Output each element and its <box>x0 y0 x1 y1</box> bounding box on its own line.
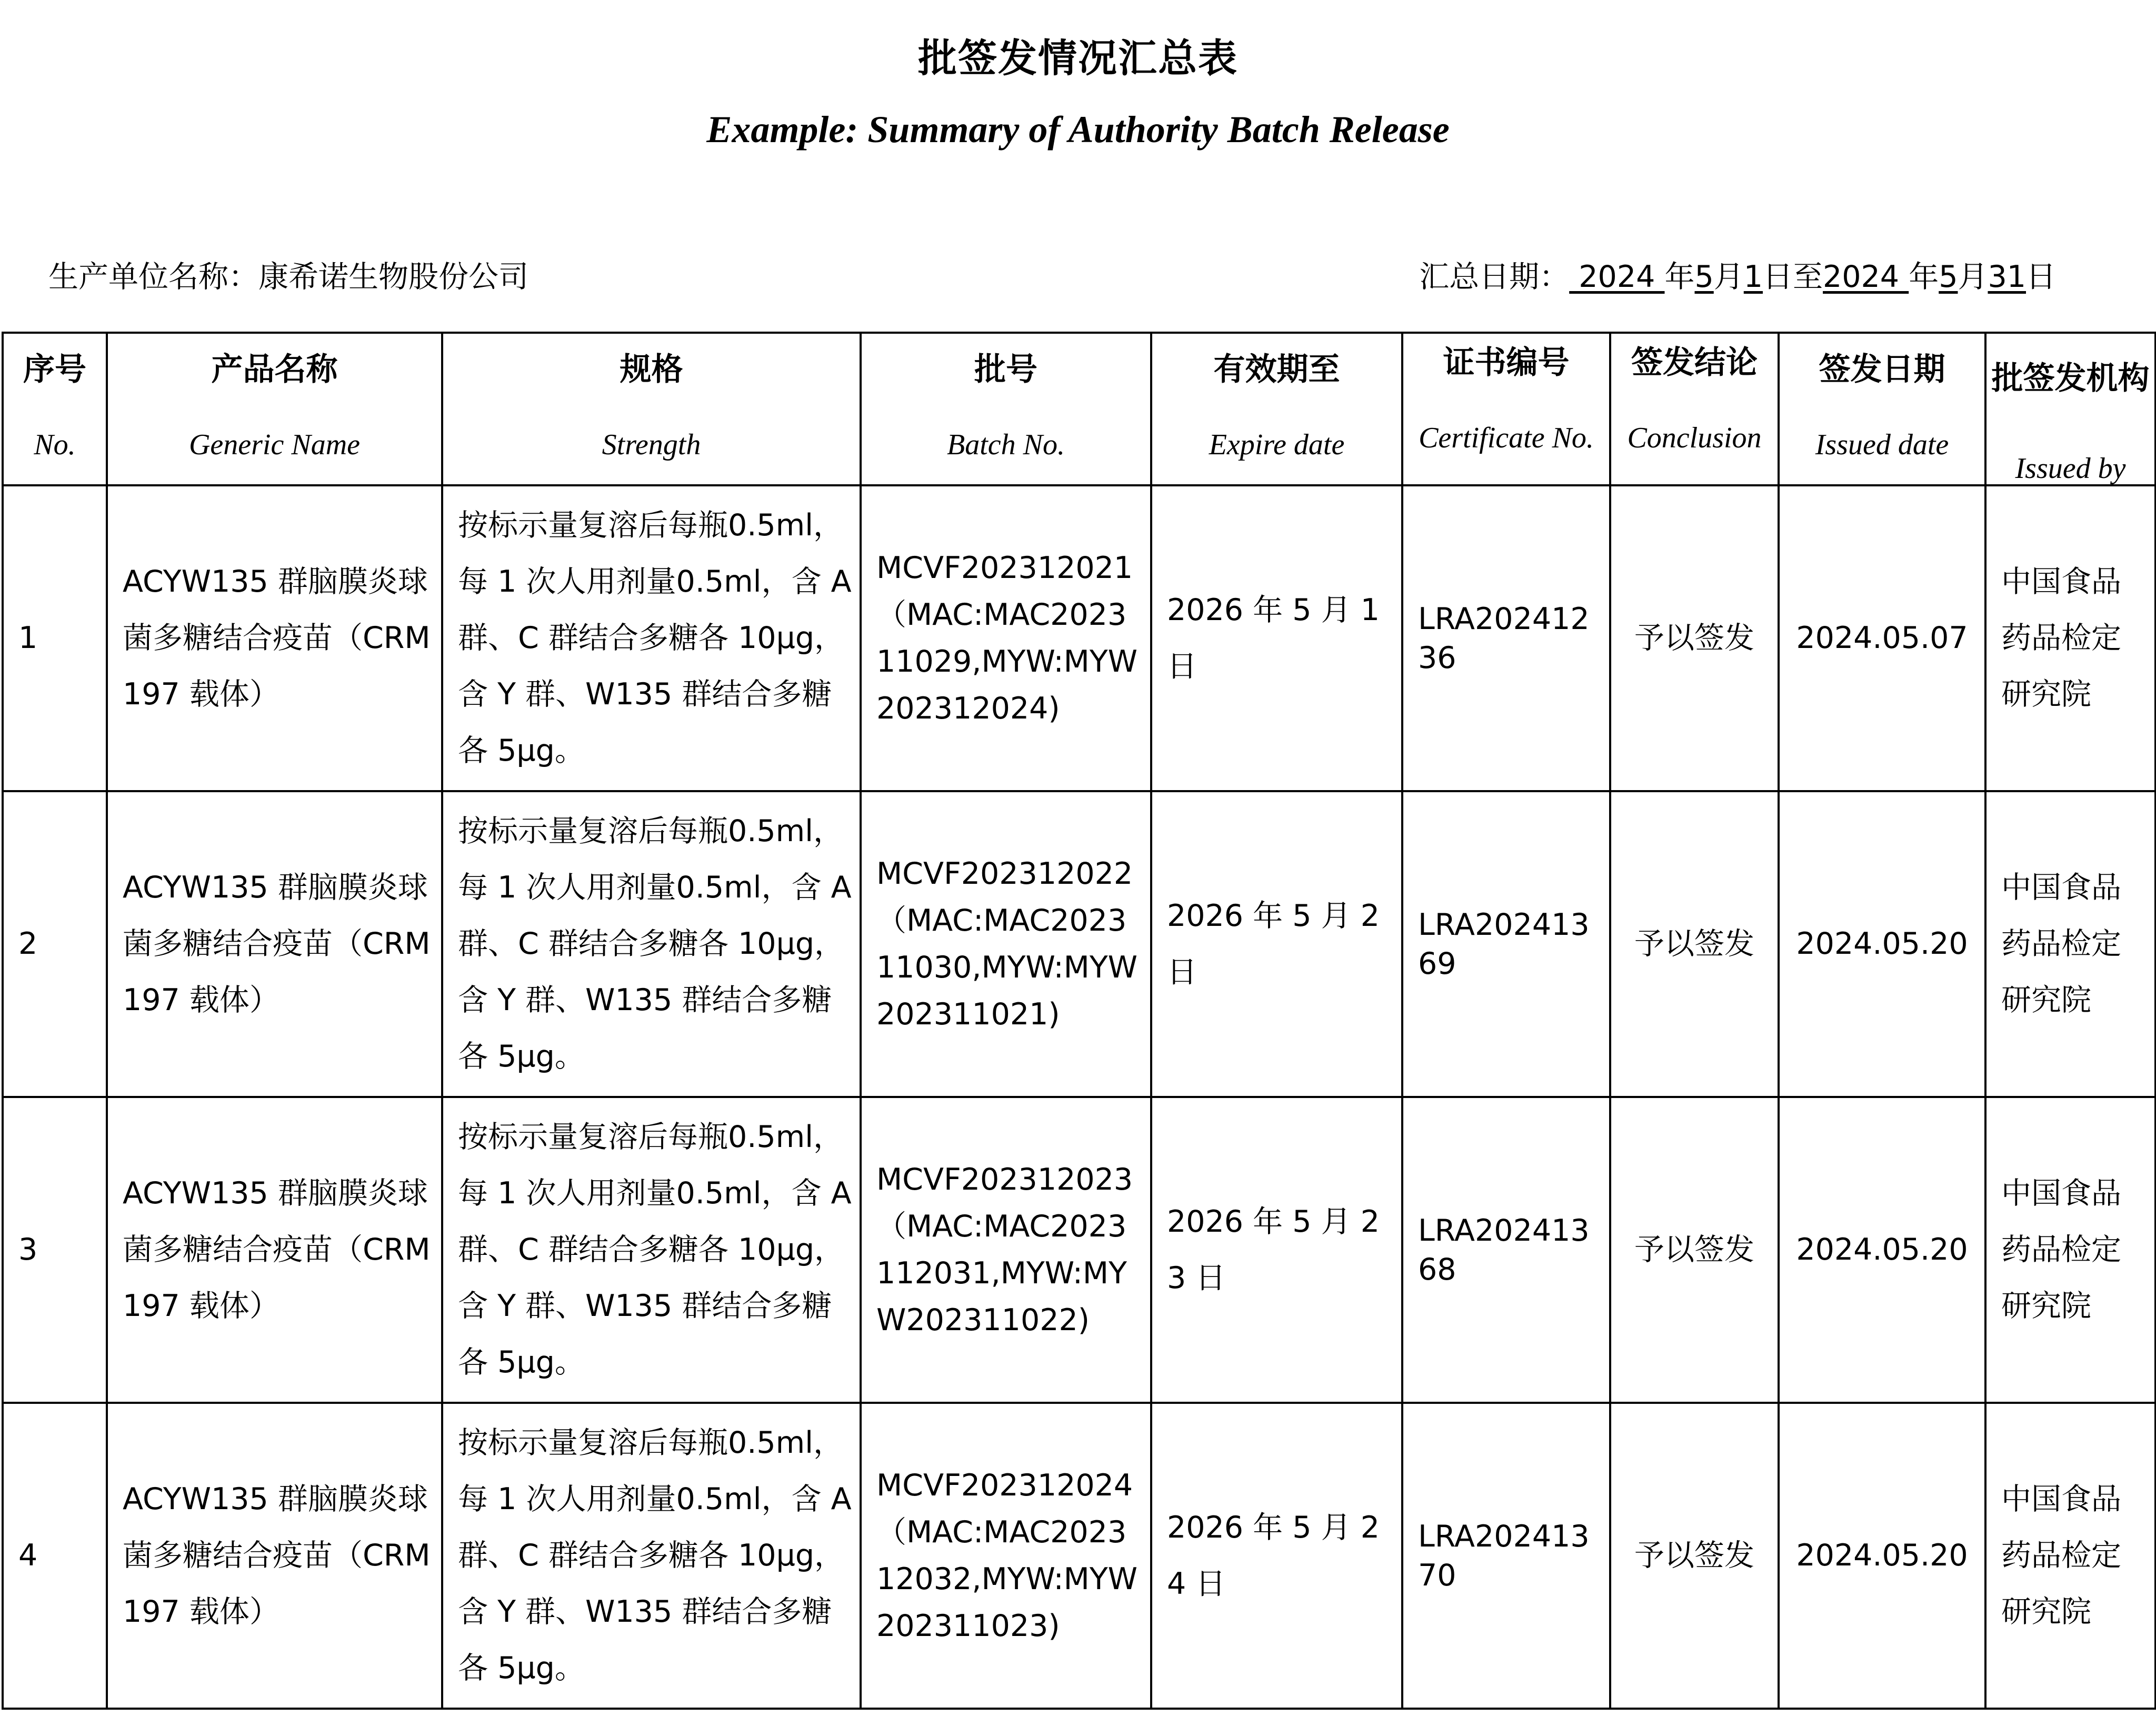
manufacturer-name: 康希诺生物股份公司 <box>258 260 528 294</box>
cell-issued-date: 2024.05.20 <box>1779 1097 1985 1403</box>
header-expire-cn: 有效期至 <box>1213 351 1340 388</box>
cell-conclusion: 予以签发 <box>1610 791 1779 1097</box>
cell-conclusion: 予以签发 <box>1610 485 1779 791</box>
cell-batch: MCVF202312023（MAC:MAC2023112031,MYW:MYW202311022) <box>861 1097 1151 1403</box>
cell-conclusion: 予以签发 <box>1610 1097 1779 1403</box>
cell-name: ACYW135 群脑膜炎球菌多糖结合疫苗（CRM197 载体） <box>107 1403 442 1709</box>
header-certificate-cn: 证书编号 <box>1443 344 1570 381</box>
header-conclusion-cn: 签发结论 <box>1631 344 1758 381</box>
cell-no: 1 <box>3 485 107 791</box>
header-name-cn: 产品名称 <box>211 351 338 388</box>
summary-date-line <box>1419 253 2056 296</box>
cell-expire: 2026 年 5 月 2 日 <box>1151 791 1402 1097</box>
header-certificate-en: Certificate No. <box>1419 422 1594 454</box>
end-day-char: 日 <box>2026 260 2056 294</box>
header-issued-date-cn: 签发日期 <box>1819 351 1945 388</box>
cell-certificate: LRA20241369 <box>1402 791 1610 1097</box>
cell-no: 3 <box>3 1097 107 1403</box>
header-strength-cn: 规格 <box>620 351 683 388</box>
header-strength <box>442 333 861 485</box>
cell-expire: 2026 年 5 月 1 日 <box>1151 485 1402 791</box>
header-batch <box>861 333 1151 485</box>
header-issued-date <box>1779 333 1985 485</box>
cell-issued-by: 中国食品药品检定研究院 <box>1985 791 2155 1097</box>
end-day: 31 <box>1988 260 2026 294</box>
batch-release-table <box>2 332 2156 1710</box>
end-month-char: 月 <box>1958 260 1988 294</box>
header-expire-en: Expire date <box>1209 428 1345 461</box>
month-char: 月 <box>1713 260 1744 294</box>
cell-certificate: LRA20241236 <box>1402 485 1610 791</box>
cell-strength: 按标示量复溶后每瓶0.5ml，每 1 次人用剂量0.5ml，含 A 群、C 群结合多糖各 10μg，含 Y 群、W135 群结合多糖各 5μg。 <box>442 1403 861 1709</box>
cell-certificate: LRA20241368 <box>1402 1097 1610 1403</box>
day-char: 日 <box>1763 260 1793 294</box>
header-certificate <box>1402 333 1610 485</box>
summary-date-label: 汇总日期： <box>1419 260 1570 294</box>
cell-name: ACYW135 群脑膜炎球菌多糖结合疫苗（CRM197 载体） <box>107 485 442 791</box>
cell-issued-date: 2024.05.20 <box>1779 1403 1985 1709</box>
table-row <box>3 1097 2155 1403</box>
cell-issued-date: 2024.05.07 <box>1779 485 1985 791</box>
start-day: 1 <box>1743 260 1763 294</box>
manufacturer-line <box>48 253 528 296</box>
cell-strength: 按标示量复溶后每瓶0.5ml，每 1 次人用剂量0.5ml，含 A 群、C 群结合多糖各 10μg，含 Y 群、W135 群结合多糖各 5μg。 <box>442 485 861 791</box>
to-char: 至 <box>1793 260 1823 294</box>
cell-name: ACYW135 群脑膜炎球菌多糖结合疫苗（CRM197 载体） <box>107 1097 442 1403</box>
cell-expire: 2026 年 5 月 23 日 <box>1151 1097 1402 1403</box>
cell-name: ACYW135 群脑膜炎球菌多糖结合疫苗（CRM197 载体） <box>107 791 442 1097</box>
header-batch-en: Batch No. <box>947 428 1065 461</box>
table-row <box>3 485 2155 791</box>
header-no-cn: 序号 <box>23 351 86 388</box>
end-month: 5 <box>1939 260 1958 294</box>
cell-issued-by: 中国食品药品检定研究院 <box>1985 485 2155 791</box>
start-year: 2024 <box>1569 260 1665 294</box>
header-no-en: No. <box>34 428 76 461</box>
header-name-en: Generic Name <box>188 428 360 461</box>
header-conclusion-en: Conclusion <box>1627 422 1762 454</box>
cell-strength: 按标示量复溶后每瓶0.5ml，每 1 次人用剂量0.5ml，含 A 群、C 群结合多糖各 10μg，含 Y 群、W135 群结合多糖各 5μg。 <box>442 1097 861 1403</box>
cell-no: 4 <box>3 1403 107 1709</box>
page-title: 批签发情况汇总表 <box>918 36 1238 81</box>
header-name <box>107 333 442 485</box>
cell-issued-by: 中国食品药品检定研究院 <box>1985 1403 2155 1709</box>
cell-batch: MCVF202312024（MAC:MAC202312032,MYW:MYW202311023) <box>861 1403 1151 1709</box>
end-year-char: 年 <box>1909 260 1939 294</box>
header-conclusion <box>1610 333 1779 485</box>
header-issued-by <box>1985 333 2155 485</box>
table-header-row <box>3 333 2155 485</box>
cell-batch: MCVF202312022（MAC:MAC202311030,MYW:MYW202311021) <box>861 791 1151 1097</box>
header-issued-by-en: Issued by <box>2015 452 2126 485</box>
cell-batch: MCVF202312021（MAC:MAC202311029,MYW:MYW202312024) <box>861 485 1151 791</box>
cell-expire: 2026 年 5 月 24 日 <box>1151 1403 1402 1709</box>
table-row <box>3 791 2155 1097</box>
cell-issued-by: 中国食品药品检定研究院 <box>1985 1097 2155 1403</box>
table-row <box>3 1403 2155 1709</box>
cell-no: 2 <box>3 791 107 1097</box>
header-issued-by-cn: 批签发机构 <box>1991 360 2150 397</box>
header-expire <box>1151 333 1402 485</box>
cell-certificate: LRA20241370 <box>1402 1403 1610 1709</box>
page-subtitle: Example: Summary of Authority Batch Release <box>706 108 1450 151</box>
header-no <box>3 333 107 485</box>
cell-conclusion: 予以签发 <box>1610 1403 1779 1709</box>
header-strength-en: Strength <box>602 428 701 461</box>
end-year: 2024 <box>1823 260 1909 294</box>
year-char: 年 <box>1664 260 1695 294</box>
header-issued-date-en: Issued date <box>1815 428 1949 461</box>
cell-strength: 按标示量复溶后每瓶0.5ml，每 1 次人用剂量0.5ml，含 A 群、C 群结合多糖各 10μg，含 Y 群、W135 群结合多糖各 5μg。 <box>442 791 861 1097</box>
manufacturer-label: 生产单位名称： <box>48 260 258 294</box>
header-batch-cn: 批号 <box>974 351 1037 388</box>
cell-issued-date: 2024.05.20 <box>1779 791 1985 1097</box>
start-month: 5 <box>1694 260 1714 294</box>
